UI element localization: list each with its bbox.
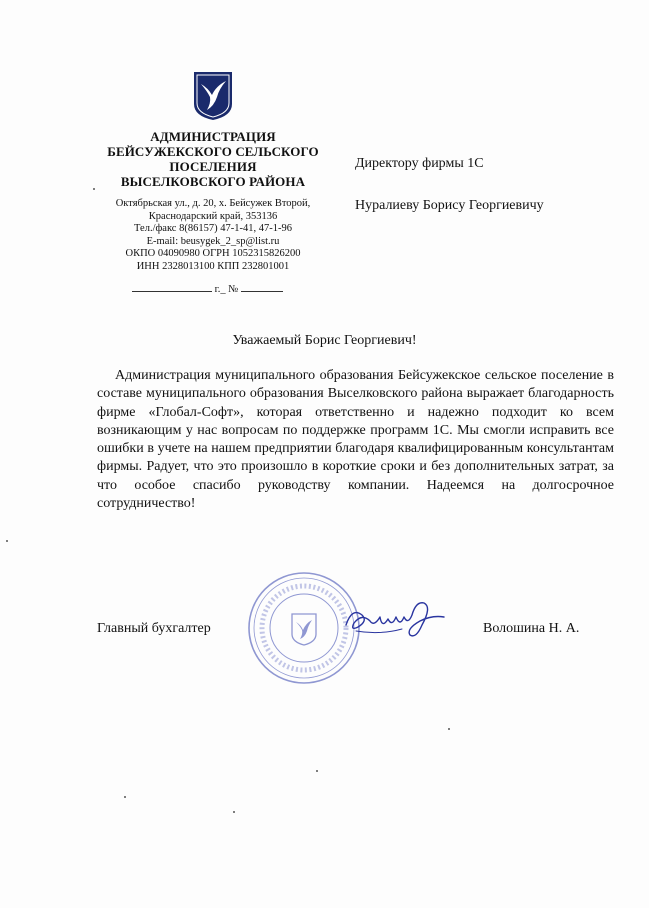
scan-speck	[448, 728, 450, 730]
address-line: Краснодарский край, 353136	[148, 210, 278, 222]
scan-speck	[316, 770, 318, 772]
registry-codes-line: ОКПО 04090980 ОГРН 1052315826200	[125, 248, 301, 260]
organization-name-line: ВЫСЕЛКОВСКОГО РАЙОНА	[120, 174, 306, 189]
date-suffix: г.	[214, 284, 221, 295]
organization-name-line: БЕЙСУЖЕКСКОГО СЕЛЬСКОГО	[107, 144, 319, 159]
phone-line: Тел./факс 8(86157) 47-1-41, 47-1-96	[134, 223, 292, 235]
letter-body: Администрация муниципального образования Бейсужекское сельское поселение в составе муниципального образования Выселковского района выражает благодарность фирме «Глобал-Софт», которая ответственно и надежно подходит ко всем возникающим у нас вопросам по поддержке программ 1С. Мы смогли исправить все ошибки в учете на нашем предприятии благодаря квалифицированным консультантам фирмы. Радует, что это произошло в короткие сроки и без дополнительных затрат, за что особое спасибо руководству компании. Надеемся на долгосрочное сотрудничество!	[97, 368, 614, 512]
addressee-position: Директору фирмы 1С	[355, 156, 484, 171]
signer-name: Волошина Н. А.	[483, 621, 580, 636]
organization-details	[90, 198, 336, 274]
scan-speck	[93, 188, 95, 190]
tax-codes-line: ИНН 2328013100 КПП 232801001	[136, 260, 290, 272]
email-line: E-mail: beusygek_2_sp@list.ru	[146, 235, 280, 247]
number-blank	[241, 283, 283, 292]
date-blank	[132, 283, 212, 292]
addressee-name: Нуралиеву Борису Георгиевичу	[355, 198, 544, 213]
number-label: №	[228, 284, 239, 295]
handwritten-signature	[340, 595, 452, 645]
scan-speck	[233, 811, 235, 813]
registration-line: г._ №	[132, 283, 283, 295]
organization-name	[90, 129, 336, 189]
organization-name-line: ПОСЕЛЕНИЯ	[169, 159, 257, 174]
swallow-emblem-icon	[192, 70, 234, 122]
organization-name-line: АДМИНИСТРАЦИЯ	[150, 129, 276, 144]
scan-speck	[6, 540, 8, 542]
salutation: Уважаемый Борис Георгиевич!	[232, 333, 417, 348]
scan-speck	[124, 796, 126, 798]
address-line: Октябрьская ул., д. 20, х. Бейсужек Второй,	[115, 198, 311, 209]
signer-position: Главный бухгалтер	[97, 621, 211, 636]
